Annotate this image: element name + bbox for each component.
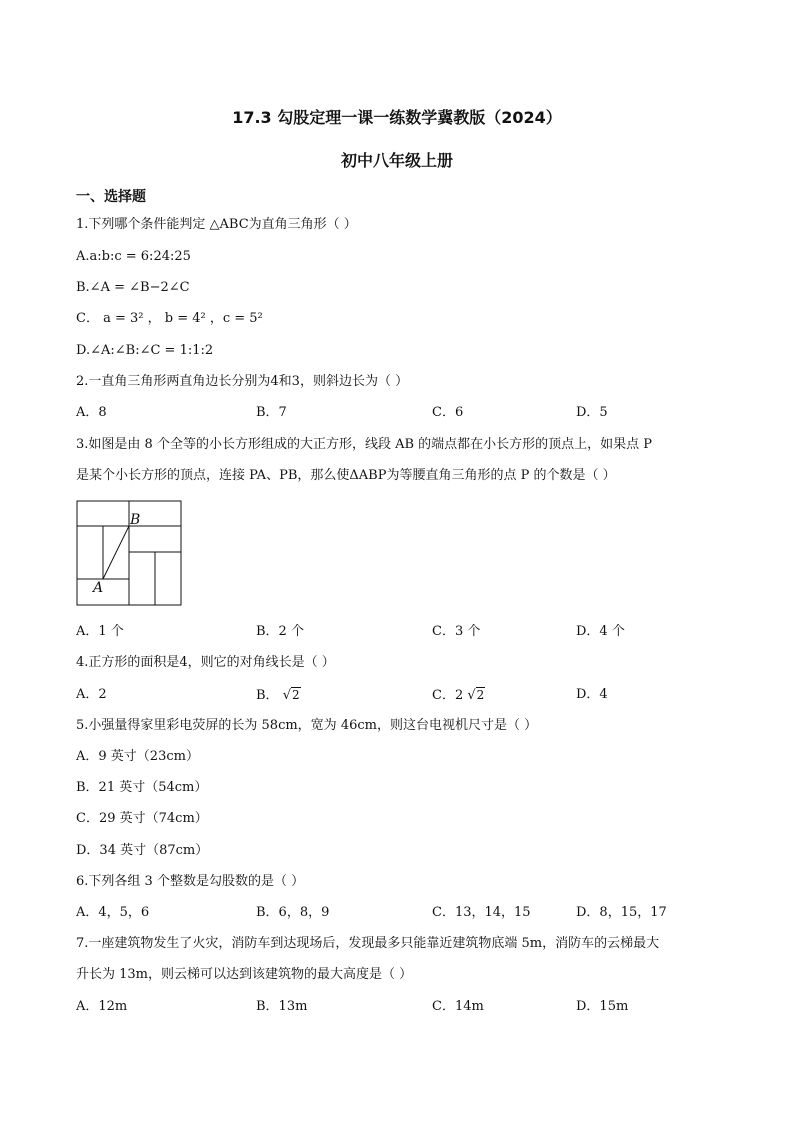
question-6-option-c: C．13，14，15 [432, 905, 531, 920]
question-4-option-d: D．4 [576, 687, 608, 702]
radicand: 2 [292, 688, 300, 702]
question-7-option-d: D．15m [576, 999, 629, 1014]
question-2-option-d: D．5 [576, 405, 608, 420]
question-7-option-b: B．13m [256, 999, 308, 1014]
question-7-option-a: A．12m [76, 999, 128, 1014]
question-4-option-b [256, 686, 301, 705]
question-1-option-a: A.a:b:c = 6:24:25 [76, 249, 191, 264]
question-1-stem: 1.下列哪个条件能判定 △ABC为直角三角形（ ） [76, 217, 357, 232]
question-6-option-b: B．6，8，9 [256, 905, 330, 920]
question-3-option-b: B．2 个 [256, 624, 304, 639]
question-3-option-c: C．3 个 [432, 624, 481, 639]
rectangles-figure [76, 500, 186, 608]
question-5-option-a: A．9 英寸（23cm） [76, 749, 199, 764]
question-3-stem-line-2: 是某个小长方形的顶点，连接 PA、PB，那么使ΔABP为等腰直角三角形的点 P 的个数是（ ） [76, 468, 616, 483]
question-7-stem-line-1: 7.一座建筑物发生了火灾，消防车到达现场后，发现最多只能靠近建筑物底端 5m，消防车的云梯最大 [76, 936, 660, 951]
question-5-option-b: B．21 英寸（54cm） [76, 780, 208, 795]
question-4-option-c-letter: C．2 [432, 688, 464, 703]
point-b-label: B [130, 512, 141, 528]
question-4-option-b-letter: B． [256, 688, 279, 703]
segment-ab [103, 526, 129, 579]
question-3-option-a: A．1 个 [76, 624, 124, 639]
question-2-option-c: C．6 [432, 405, 464, 420]
question-7-option-c: C．14m [432, 999, 484, 1014]
question-2-stem: 2.一直角三角形两直角边长分别为4和3，则斜边长为（ ） [76, 374, 409, 389]
question-4-option-c [432, 686, 485, 705]
question-6-stem: 6.下列各组 3 个整数是勾股数的是（ ） [76, 874, 305, 889]
question-1-option-c: C． a = 3² ， b = 4² ，c = 5² [76, 311, 263, 326]
question-3-option-d: D．4 个 [576, 624, 625, 639]
document-title: 17.3 勾股定理一课一练数学冀教版（2024） [232, 108, 562, 127]
sqrt-symbol: √2 [282, 688, 300, 703]
question-7-stem-line-2: 升长为 13m，则云梯可以达到该建筑物的最大高度是（ ） [76, 967, 413, 982]
document-subtitle: 初中八年级上册 [340, 151, 453, 170]
radicand: 2 [476, 688, 485, 702]
question-4-stem: 4.正方形的面积是4，则它的对角线长是（ ） [76, 655, 335, 670]
point-a-label: A [93, 580, 104, 596]
section-heading: 一、选择题 [76, 189, 146, 205]
question-2-option-a: A．8 [76, 405, 107, 420]
question-5-option-c: C．29 英寸（74cm） [76, 811, 208, 826]
question-1-option-b: B.∠A = ∠B−2∠C [76, 280, 190, 295]
question-3-stem-line-1: 3.如图是由 8 个全等的小长方形组成的大正方形，线段 AB 的端点都在小长方形的顶点上，如果点 P [76, 437, 653, 452]
question-5-option-d: D．34 英寸（87cm） [76, 843, 209, 858]
question-6-option-a: A．4，5，6 [76, 905, 150, 920]
question-4-option-a: A．2 [76, 687, 107, 702]
sqrt-symbol: √2 [467, 688, 485, 703]
question-2-option-b: B．7 [256, 405, 287, 420]
question-6-option-d: D．8，15，17 [576, 905, 667, 920]
question-1-option-d: D.∠A:∠B:∠C = 1:1:2 [76, 343, 214, 358]
question-5-stem: 5.小强量得家里彩电荧屏的长为 58cm，宽为 46cm，则这台电视机尺寸是（ ） [76, 718, 538, 733]
